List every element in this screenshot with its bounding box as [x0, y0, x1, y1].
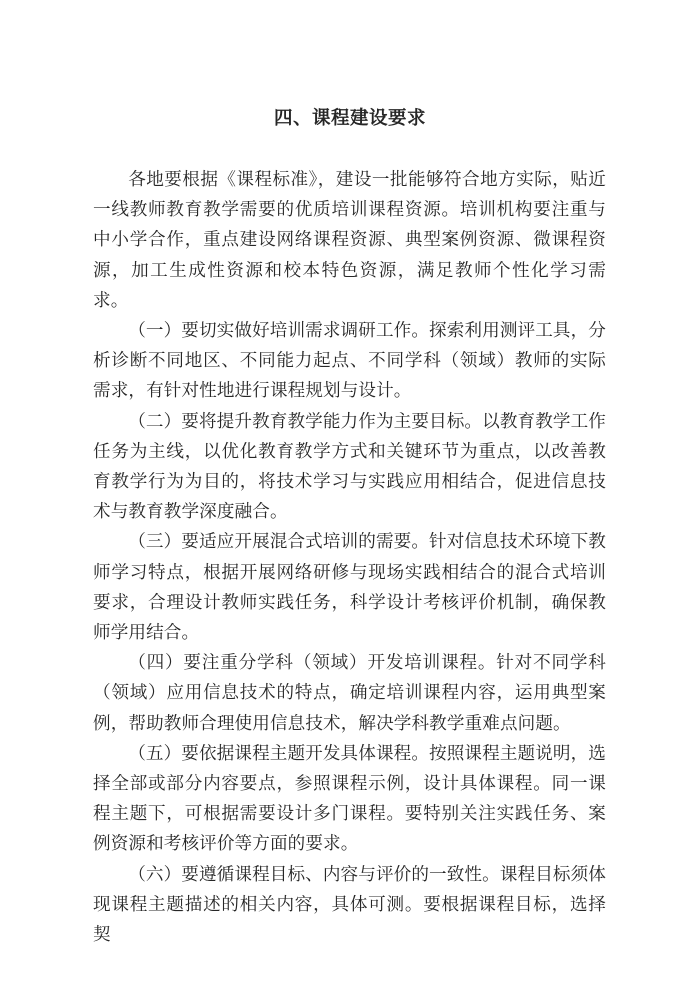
paragraph-item-3: （三）要适应开展混合式培训的需要。针对信息技术环境下教师学习特点，根据开展网络研修与现场实践相结合的混合式培训要求，合理设计教师实践任务，科学设计考核评价机制，确保教师学用结合。	[93, 531, 606, 643]
paragraph-item-1: （一）要切实做好培训需求调研工作。探索利用测评工具，分析诊断不同地区、不同能力起点、不同学科（领域）教师的实际需求，有针对性地进行课程规划与设计。	[93, 320, 606, 401]
paragraph-intro: 各地要根据《课程标准》，建设一批能够符合地方实际，贴近一线教师教育教学需要的优质培训课程资源。培训机构要注重与中小学合作，重点建设网络课程资源、典型案例资源、微课程资源，加工生成性资源和校本特色资源，满足教师个性化学习需求。	[93, 169, 606, 310]
page-title: 四、课程建设要求	[273, 107, 426, 128]
paragraph-item-6: （六）要遵循课程目标、内容与评价的一致性。课程目标须体现课程主题描述的相关内容，具体可测。要根据课程目标，选择契	[93, 863, 606, 945]
document-body	[93, 164, 606, 949]
paragraph-item-2: （二）要将提升教育教学能力作为主要目标。以教育教学工作任务为主线，以优化教育教学方式和关键环节为重点，以改善教育教学行为为目的，将技术学习与实践应用相结合，促进信息技术与教育教学深度融合。	[93, 410, 606, 522]
paragraph-item-5: （五）要依据课程主题开发具体课程。按照课程主题说明，选择全部或部分内容要点，参照课程示例，设计具体课程。同一课程主题下，可根据需要设计多门课程。要特别关注实践任务、案例资源和考核评价等方面的要求。	[93, 742, 606, 854]
paragraph-item-4: （四）要注重分学科（领域）开发培训课程。针对不同学科（领域）应用信息技术的特点，确定培训课程内容，运用典型案例，帮助教师合理使用信息技术，解决学科教学重难点问题。	[93, 652, 606, 733]
